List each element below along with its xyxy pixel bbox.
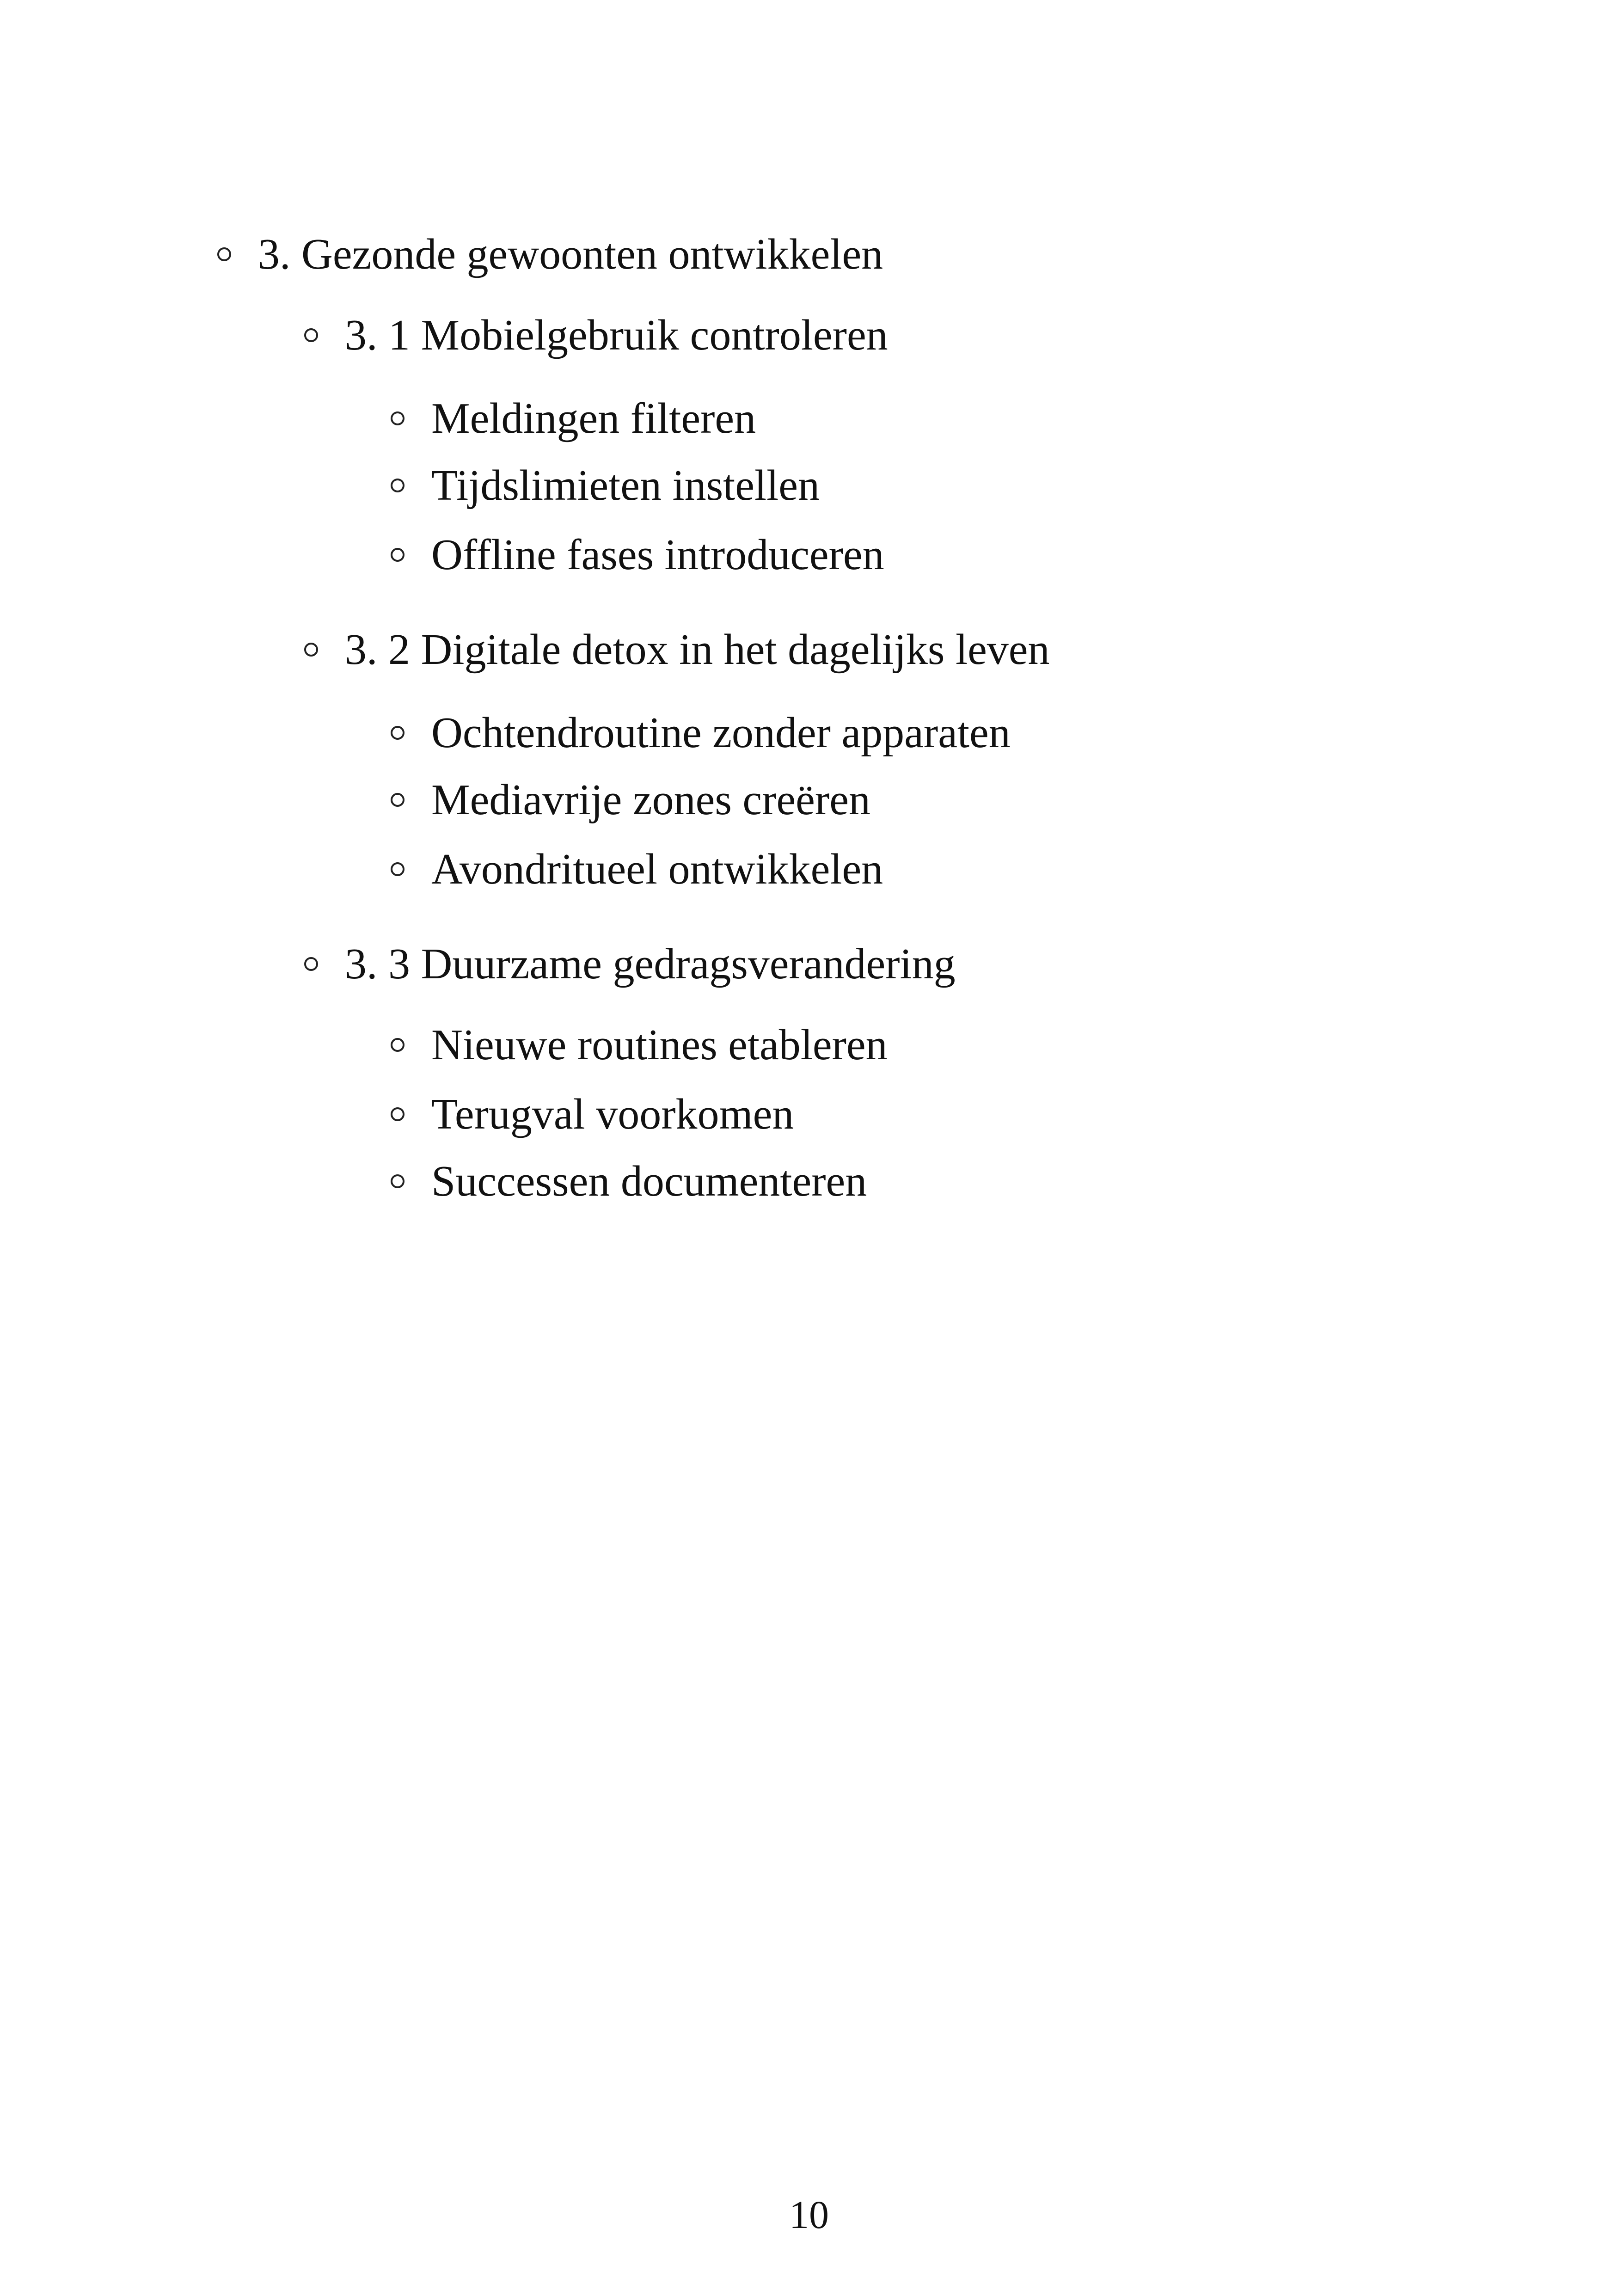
circle-bullet-icon (391, 411, 404, 425)
subitem-label: Offline fases introduceren (431, 531, 884, 579)
subitem-label: Ochtendroutine zonder apparaten (431, 709, 1011, 757)
circle-bullet-icon (217, 247, 231, 261)
subitem-label: Tijdslimieten instellen (431, 461, 820, 510)
subitem-label: Terugval voorkomen (431, 1090, 794, 1138)
section-heading: 3. 3 Duurzame gedragsverandering (345, 940, 956, 988)
subitem-label: Successen documenteren (431, 1157, 867, 1205)
circle-bullet-icon (391, 862, 404, 876)
section-heading: 3. 1 Mobielgebruik controleren (345, 311, 888, 359)
page-number: 10 (789, 2192, 829, 2237)
circle-bullet-icon (391, 548, 404, 562)
circle-bullet-icon (391, 1107, 404, 1121)
subitem-label: Avondritueel ontwikkelen (431, 845, 883, 893)
circle-bullet-icon (304, 643, 318, 657)
chapter-heading: 3. Gezonde gewoonten ontwikkelen (258, 230, 883, 278)
subitem-label: Mediavrije zones creëren (431, 776, 870, 824)
circle-bullet-icon (391, 726, 404, 740)
circle-bullet-icon (304, 957, 318, 971)
circle-bullet-icon (391, 479, 404, 492)
subitem-label: Meldingen filteren (431, 394, 756, 442)
circle-bullet-icon (391, 793, 404, 807)
circle-bullet-icon (304, 328, 318, 342)
circle-bullet-icon (391, 1174, 404, 1188)
subitem-label: Nieuwe routines etableren (431, 1021, 888, 1069)
circle-bullet-icon (391, 1038, 404, 1052)
section-heading: 3. 2 Digitale detox in het dagelijks leven (345, 626, 1050, 674)
